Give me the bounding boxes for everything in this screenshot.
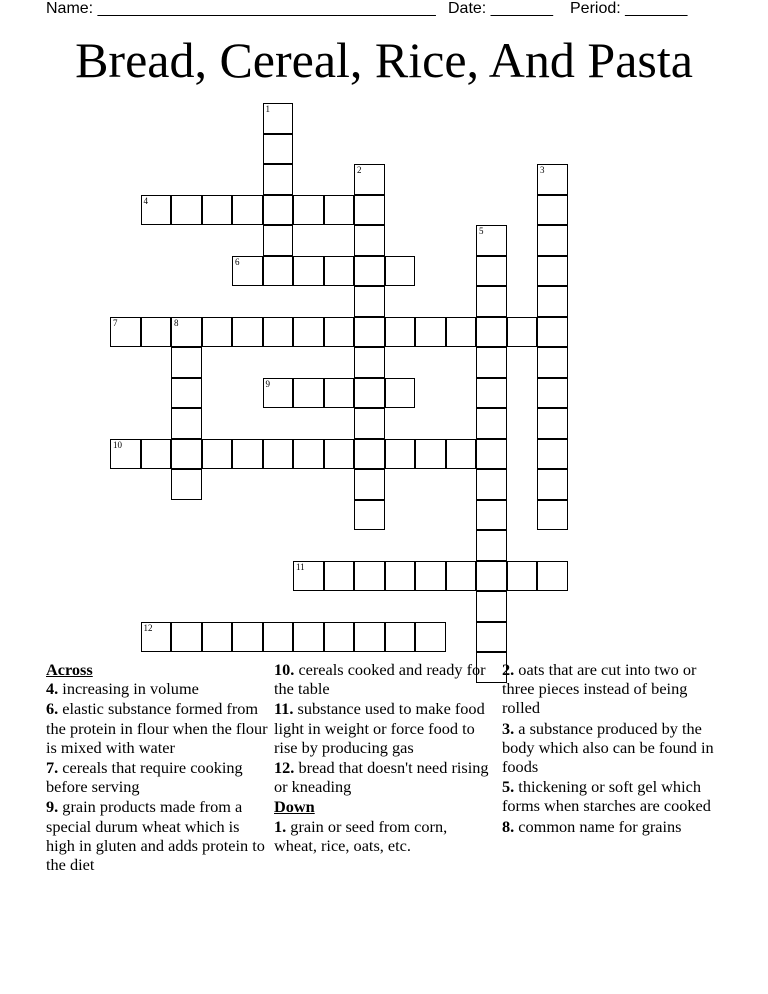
crossword-cell[interactable]: [354, 408, 385, 439]
crossword-cell[interactable]: [537, 225, 568, 256]
crossword-cell[interactable]: [476, 439, 507, 470]
clue-number: 3.: [502, 718, 515, 738]
crossword-cell[interactable]: [263, 439, 294, 470]
crossword-cell[interactable]: [141, 439, 172, 470]
crossword-cell[interactable]: [385, 439, 416, 470]
clue-across-6: [46, 699, 268, 757]
crossword-cell[interactable]: [415, 622, 446, 653]
crossword-cell[interactable]: [171, 195, 202, 226]
cell-number: 2: [357, 165, 362, 175]
crossword-cell[interactable]: [232, 195, 263, 226]
crossword-cell[interactable]: [324, 622, 355, 653]
crossword-cell[interactable]: [202, 317, 233, 348]
crossword-cell[interactable]: [202, 439, 233, 470]
crossword-cell[interactable]: [476, 408, 507, 439]
crossword-cell[interactable]: [446, 561, 477, 592]
clue-number: 11.: [274, 699, 294, 719]
cell-number: 7: [113, 317, 118, 328]
cell-number: 12: [143, 622, 153, 633]
crossword-cell[interactable]: [537, 408, 568, 439]
clue-number: 9.: [46, 797, 59, 817]
crossword-cell[interactable]: [446, 439, 477, 470]
crossword-cell[interactable]: [354, 347, 385, 378]
clue-column-2: [274, 660, 494, 856]
crossword-cell[interactable]: [324, 439, 355, 470]
crossword-cell[interactable]: [354, 622, 385, 653]
crossword-cell[interactable]: [354, 561, 385, 592]
crossword-cell[interactable]: [476, 286, 507, 317]
crossword-cell[interactable]: [415, 439, 446, 470]
crossword-cell[interactable]: [385, 561, 416, 592]
crossword-cell[interactable]: [232, 256, 263, 287]
crossword-cell[interactable]: [293, 561, 324, 592]
crossword-cell[interactable]: [263, 103, 294, 134]
clue-column-1: [46, 660, 268, 875]
crossword-cell[interactable]: [476, 561, 507, 592]
clue-down-8: [502, 817, 722, 836]
crossword-cell[interactable]: [507, 561, 538, 592]
crossword-cell[interactable]: [141, 317, 172, 348]
cell-number: 5: [479, 226, 484, 236]
crossword-cell[interactable]: [263, 256, 294, 287]
crossword-cell[interactable]: [354, 225, 385, 256]
crossword-cell[interactable]: [263, 195, 294, 226]
crossword-cell[interactable]: [110, 439, 141, 470]
clue-down-2: [502, 660, 722, 718]
crossword-cell[interactable]: [537, 469, 568, 500]
clue-number: 4.: [46, 679, 59, 699]
clue-text: common name for grains: [518, 816, 682, 836]
clue-number: 8.: [502, 816, 515, 836]
crossword-cell[interactable]: [354, 500, 385, 531]
crossword-cell[interactable]: [476, 225, 507, 256]
crossword-cell[interactable]: [293, 317, 324, 348]
crossword-cell[interactable]: [476, 256, 507, 287]
period-field-label: Period: _______: [570, 0, 688, 17]
clue-text: bread that doesn't need rising or kneading: [274, 758, 489, 797]
clue-number: 1.: [274, 816, 287, 836]
clue-down-3: [502, 719, 722, 777]
date-field-label: Date: _______: [448, 0, 553, 17]
clue-text: thickening or soft gel which forms when starches are cooked: [502, 777, 711, 816]
cell-number: 4: [143, 195, 148, 206]
crossword-cell[interactable]: [171, 622, 202, 653]
crossword-cell[interactable]: [141, 622, 172, 653]
crossword-cell[interactable]: [324, 317, 355, 348]
clue-text: increasing in volume: [62, 679, 199, 699]
clue-number: 10.: [274, 660, 295, 679]
crossword-cell[interactable]: [293, 256, 324, 287]
clue-text: cereals cooked and ready for the table: [274, 660, 486, 699]
name-field-label: Name: ______________________________________: [46, 0, 436, 17]
cell-number: 11: [296, 561, 305, 572]
crossword-cell[interactable]: [537, 347, 568, 378]
crossword-cell[interactable]: [476, 622, 507, 653]
clue-number: 6.: [46, 699, 59, 719]
crossword-cell[interactable]: [537, 378, 568, 409]
clue-column-3: [502, 660, 722, 837]
clue-across-4: [46, 679, 268, 698]
crossword-cell[interactable]: [293, 622, 324, 653]
crossword-cell[interactable]: [324, 378, 355, 409]
clue-text: grain or seed from corn, wheat, rice, oats, etc.: [274, 816, 448, 855]
crossword-cell[interactable]: [507, 317, 538, 348]
crossword-cell[interactable]: [232, 439, 263, 470]
clue-across-7: [46, 758, 268, 796]
crossword-cell[interactable]: [537, 500, 568, 531]
crossword-cell[interactable]: [415, 561, 446, 592]
crossword-cell[interactable]: [324, 195, 355, 226]
clue-across-12: [274, 758, 494, 796]
crossword-cell[interactable]: [293, 439, 324, 470]
crossword-cell[interactable]: [171, 439, 202, 470]
down-header: Down: [274, 797, 315, 817]
crossword-cell[interactable]: [324, 256, 355, 287]
crossword-cell[interactable]: [354, 164, 385, 195]
crossword-cell[interactable]: [354, 286, 385, 317]
crossword-cell[interactable]: [415, 317, 446, 348]
crossword-cell[interactable]: [354, 439, 385, 470]
crossword-cell[interactable]: [476, 347, 507, 378]
crossword-cell[interactable]: [293, 378, 324, 409]
crossword-cell[interactable]: [476, 469, 507, 500]
clue-number: 2.: [502, 660, 515, 679]
crossword-cell[interactable]: [171, 408, 202, 439]
crossword-cell[interactable]: [202, 195, 233, 226]
crossword-cell[interactable]: [385, 622, 416, 653]
crossword-cell[interactable]: [263, 378, 294, 409]
clue-text: a substance produced by the body which also can be found in foods: [502, 718, 714, 777]
crossword-cell[interactable]: [385, 317, 416, 348]
crossword-cell[interactable]: [354, 317, 385, 348]
crossword-cell[interactable]: [263, 225, 294, 256]
clue-text: oats that are cut into two or three pieces instead of being rolled: [502, 660, 697, 718]
crossword-cell[interactable]: [202, 622, 233, 653]
cell-number: 8: [174, 317, 179, 328]
crossword-cell[interactable]: [232, 622, 263, 653]
crossword-cell[interactable]: [385, 378, 416, 409]
clue-number: 12.: [274, 758, 295, 778]
crossword-cell[interactable]: [537, 317, 568, 348]
crossword-cell[interactable]: [171, 347, 202, 378]
clue-text: elastic substance formed from the protein in flour when the flour is mixed with water: [46, 699, 268, 757]
crossword-cell[interactable]: [537, 439, 568, 470]
crossword-cell[interactable]: [324, 561, 355, 592]
crossword-cell[interactable]: [354, 195, 385, 226]
crossword-cell[interactable]: [446, 317, 477, 348]
cell-number: 9: [265, 378, 270, 389]
clue-down-5: [502, 777, 722, 815]
clue-across-9: [46, 797, 268, 874]
clue-number: 7.: [46, 758, 59, 778]
puzzle-title: Bread, Cereal, Rice, And Pasta: [75, 32, 693, 88]
crossword-cell[interactable]: [171, 378, 202, 409]
crossword-cell[interactable]: [354, 469, 385, 500]
crossword-cell[interactable]: [476, 530, 507, 561]
clue-text: grain products made from a special durum wheat which is high in gluten and adds protein to the diet: [46, 797, 265, 875]
cell-number: 6: [235, 256, 240, 267]
crossword-cell[interactable]: [537, 256, 568, 287]
clue-text: cereals that require cooking before serving: [46, 758, 243, 797]
crossword-cell[interactable]: [232, 317, 263, 348]
clue-across-11: [274, 699, 494, 757]
crossword-cell[interactable]: [263, 317, 294, 348]
clue-across-10: [274, 660, 494, 698]
across-header: Across: [46, 660, 93, 679]
crossword-cell[interactable]: [476, 500, 507, 531]
clue-text: substance used to make food light in weight or force food to rise by producing gas: [274, 699, 485, 757]
crossword-cell[interactable]: [476, 317, 507, 348]
crossword-cell[interactable]: [141, 195, 172, 226]
cell-number: 1: [265, 104, 270, 114]
crossword-cell[interactable]: [354, 256, 385, 287]
crossword-cell[interactable]: [263, 164, 294, 195]
crossword-cell[interactable]: [293, 195, 324, 226]
crossword-cell[interactable]: [171, 469, 202, 500]
crossword-cell[interactable]: [385, 256, 416, 287]
crossword-cell[interactable]: [537, 286, 568, 317]
crossword-cell[interactable]: [537, 561, 568, 592]
crossword-cell[interactable]: [263, 622, 294, 653]
clue-down-1: [274, 817, 494, 855]
crossword-cell[interactable]: [263, 134, 294, 165]
crossword-cell[interactable]: [171, 317, 202, 348]
crossword-cell[interactable]: [476, 378, 507, 409]
cell-number: 3: [540, 165, 545, 175]
crossword-cell[interactable]: [354, 378, 385, 409]
cell-number: 10: [113, 439, 122, 450]
crossword-cell[interactable]: [537, 164, 568, 195]
crossword-cell[interactable]: [537, 195, 568, 226]
crossword-cell[interactable]: [476, 591, 507, 622]
clue-number: 5.: [502, 777, 515, 797]
crossword-cell[interactable]: [110, 317, 141, 348]
